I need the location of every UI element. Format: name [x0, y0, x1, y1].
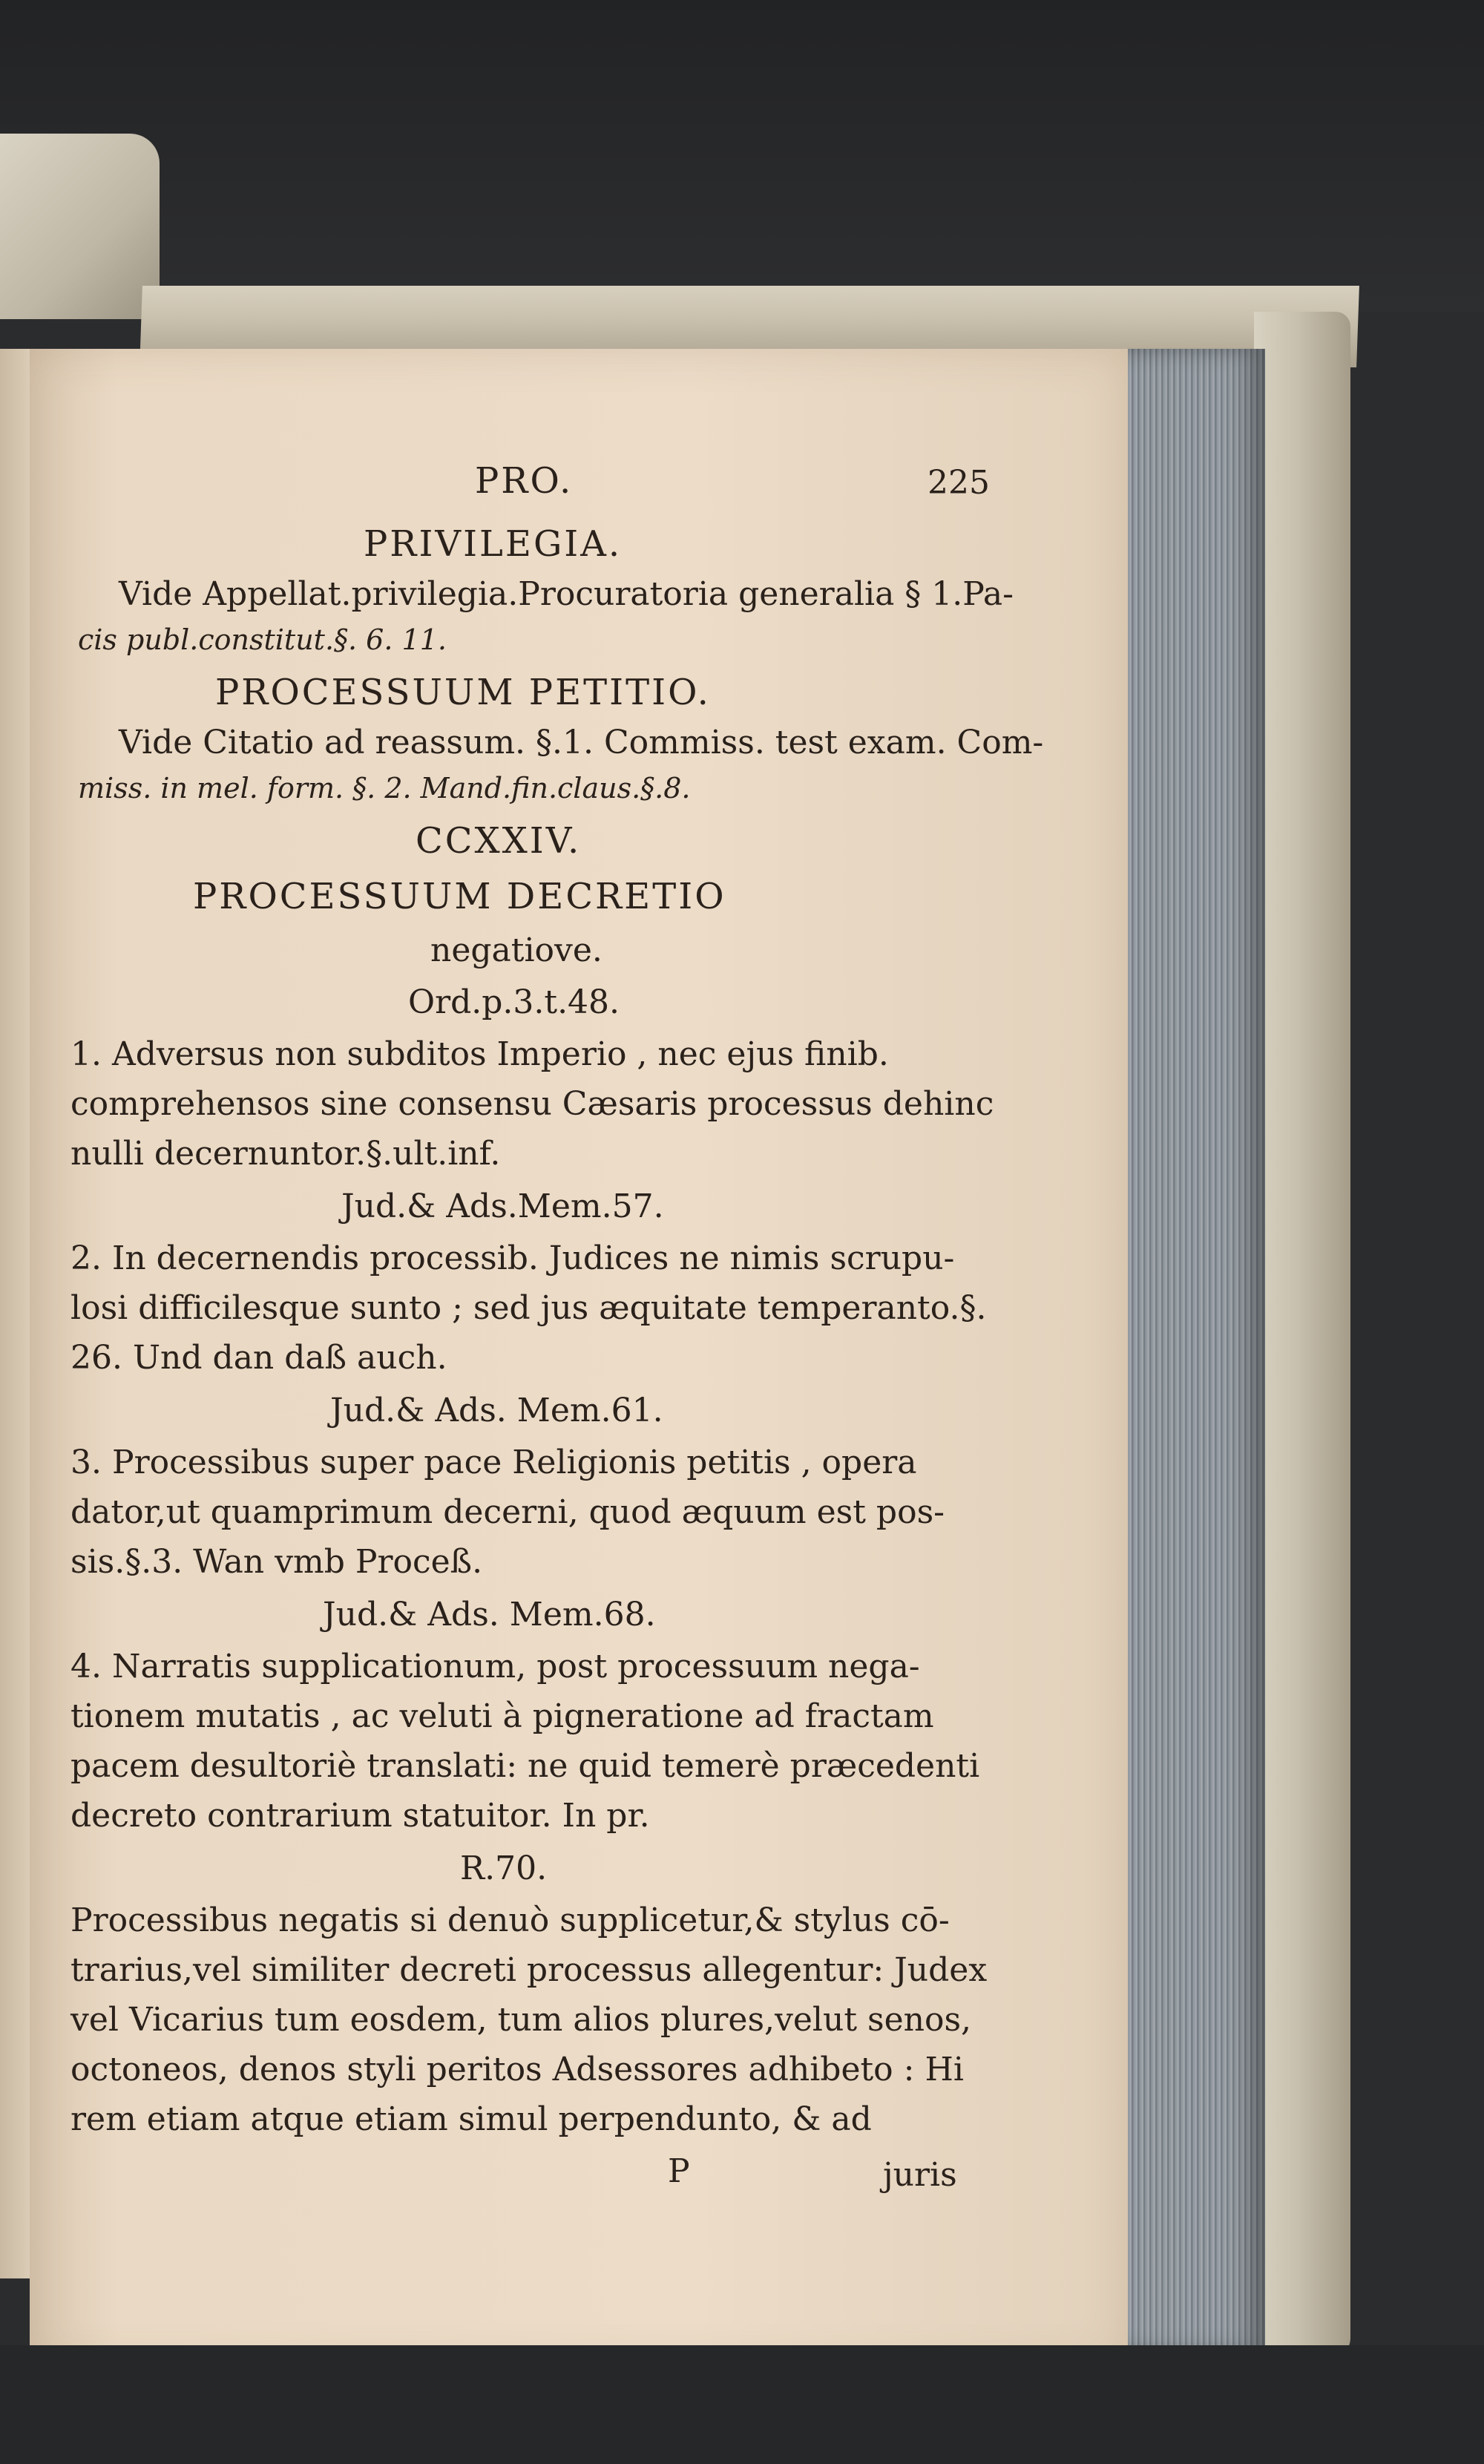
para5-line-3: vel Vicarius tum eosdem, tum alios plures,velut senos,: [70, 2001, 972, 2039]
heading-decretio-sub: negatiove.: [430, 931, 603, 969]
ref-ord: Ord.p.3.t.48.: [408, 983, 620, 1021]
para2-line-2: losi difficilesque sunto ; sed jus æquitate temperanto.§.: [70, 1289, 987, 1327]
adjacent-book-spine: [0, 134, 160, 319]
para3-line-2: dator,ut quamprimum decerni, quod æquum est pos-: [70, 1493, 945, 1531]
running-head: PRO.: [475, 460, 574, 502]
para5-line-1: Processibus negatis si denuò supplicetur,& stylus cō-: [70, 1901, 950, 1939]
ref-mem61: Jud.& Ads. Mem.61.: [330, 1392, 663, 1429]
section-number: CCXXIV.: [416, 820, 582, 862]
book-cover-right: [1254, 312, 1350, 2360]
para2-line-3: 26. Und dan daß auch.: [70, 1339, 447, 1377]
heading-decretio: PROCESSUUM DECRETIO: [193, 876, 726, 917]
heading-privilegia: PRIVILEGIA.: [364, 523, 623, 565]
petitio-line-2: miss. in mel. form. §. 2. Mand.fin.claus.§.8.: [78, 772, 691, 805]
para3-line-3: sis.§.3. Wan vmb Proceß.: [70, 1543, 483, 1581]
para1-line-2: comprehensos sine consensu Cæsaris processus dehinc: [70, 1085, 994, 1123]
para3-line-1: 3. Processibus super pace Religionis petitis , opera: [70, 1444, 917, 1481]
signature-mark: P: [668, 2152, 690, 2190]
para4-line-4: decreto contrarium statuitor. In pr.: [70, 1797, 650, 1835]
ref-mem57: Jud.& Ads.Mem.57.: [341, 1187, 664, 1225]
para4-line-3: pacem desultoriè translati: ne quid temerè præcedenti: [70, 1747, 980, 1785]
book-page: [30, 349, 1128, 2368]
privilegia-line-1: Vide Appellat.privilegia.Procuratoria generalia § 1.Pa-: [119, 575, 1014, 613]
ref-mem68: Jud.& Ads. Mem.68.: [323, 1596, 656, 1634]
para2-line-1: 2. In decernendis processib. Judices ne nimis scrupu-: [70, 1239, 955, 1277]
para1-line-3: nulli decernuntor.§.ult.inf.: [70, 1135, 501, 1173]
para4-line-2: tionem mutatis , ac veluti à pigneratione ad fractam: [70, 1697, 934, 1735]
para5-line-2: trarius,vel similiter decreti processus allegentur: Judex: [70, 1951, 988, 1989]
background-bottom: [0, 2345, 1484, 2464]
privilegia-line-2: cis publ.constitut.§. 6. 11.: [78, 623, 447, 656]
page-number: 225: [928, 464, 990, 502]
catchword: juris: [883, 2156, 957, 2194]
ref-r70: R.70.: [460, 1849, 548, 1887]
para5-line-4: octoneos, denos styli peritos Adsessores adhibeto : Hi: [70, 2051, 964, 2088]
para1-line-1: 1. Adversus non subditos Imperio , nec ejus finib.: [70, 1035, 889, 1073]
heading-petitio: PROCESSUUM PETITIO.: [215, 672, 711, 713]
petitio-line-1: Vide Citatio ad reassum. §.1. Commiss. test exam. Com-: [119, 724, 1044, 761]
para4-line-1: 4. Narratis supplicationum, post processuum nega-: [70, 1648, 920, 1685]
page-edges: [1117, 349, 1265, 2353]
background-top: [0, 0, 1484, 312]
para5-line-5: rem etiam atque etiam simul perpendunto, & ad: [70, 2100, 872, 2138]
